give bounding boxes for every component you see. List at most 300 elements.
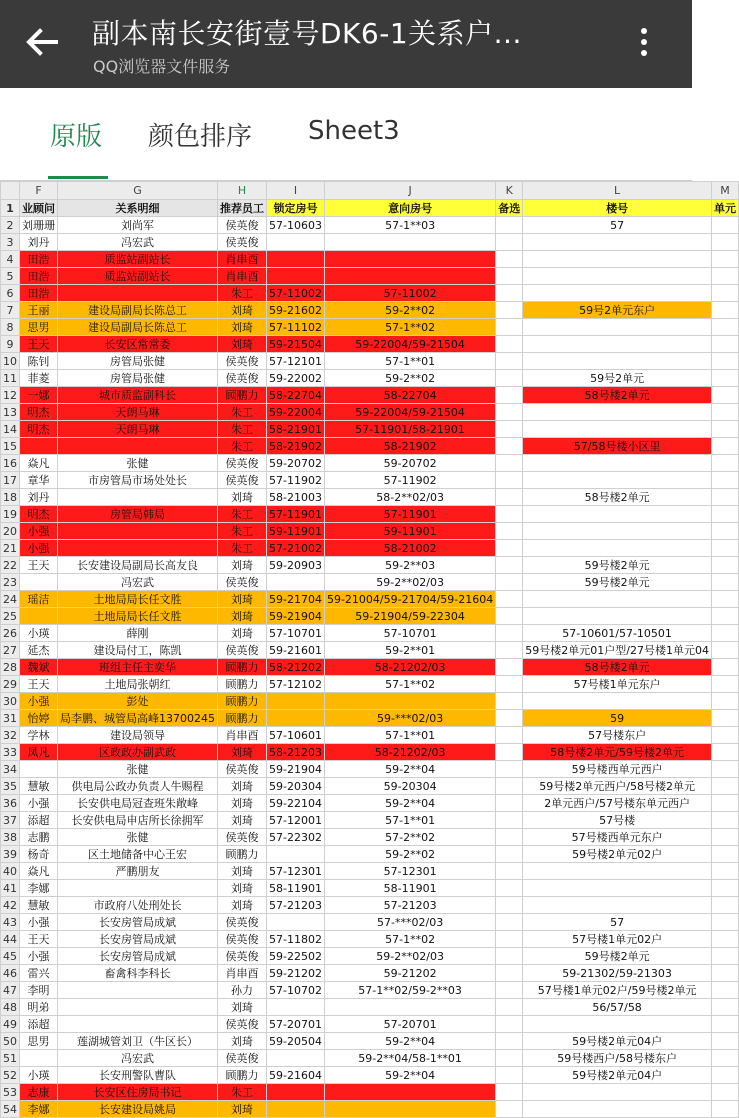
- cell[interactable]: [523, 472, 712, 489]
- cell[interactable]: [20, 1050, 58, 1067]
- cell[interactable]: 朱工: [218, 421, 267, 438]
- cell[interactable]: 59-21904: [267, 761, 325, 778]
- cell[interactable]: [324, 234, 495, 251]
- cell[interactable]: 刘琦: [218, 1101, 267, 1118]
- spreadsheet-grid[interactable]: [0, 180, 736, 1116]
- cell[interactable]: 58号楼2单元: [523, 387, 712, 404]
- cell[interactable]: [496, 404, 523, 421]
- row-number[interactable]: 45: [1, 948, 20, 965]
- cell[interactable]: [523, 319, 712, 336]
- cell[interactable]: 57-***02/03: [324, 914, 495, 931]
- cell[interactable]: 顾鹏力: [218, 387, 267, 404]
- cell[interactable]: 59号楼2单元02户: [523, 846, 712, 863]
- cell[interactable]: [58, 489, 218, 506]
- cell[interactable]: 明杰: [20, 506, 58, 523]
- cell[interactable]: [324, 1084, 495, 1101]
- cell[interactable]: 学林: [20, 727, 58, 744]
- cell[interactable]: [711, 217, 738, 234]
- cell[interactable]: [58, 285, 218, 302]
- cell[interactable]: [711, 336, 738, 353]
- column-title[interactable]: 意向房号: [324, 200, 495, 217]
- cell[interactable]: 顾鹏力: [218, 1067, 267, 1084]
- cell[interactable]: [58, 880, 218, 897]
- cell[interactable]: 土地局张朝红: [58, 676, 218, 693]
- cell[interactable]: [496, 336, 523, 353]
- cell[interactable]: 57-1**02: [324, 931, 495, 948]
- cell[interactable]: 侯英俊: [218, 217, 267, 234]
- cell[interactable]: 59号楼2单元: [523, 574, 712, 591]
- cell[interactable]: 57-1**02: [324, 676, 495, 693]
- cell[interactable]: 58-21003: [267, 489, 325, 506]
- cell[interactable]: 59-20903: [267, 557, 325, 574]
- cell[interactable]: [496, 353, 523, 370]
- cell[interactable]: 57-1**01: [324, 727, 495, 744]
- cell[interactable]: 章华: [20, 472, 58, 489]
- cell[interactable]: 添超: [20, 812, 58, 829]
- cell[interactable]: [523, 880, 712, 897]
- cell[interactable]: 57-10701: [267, 625, 325, 642]
- cell[interactable]: 长安建设局副局长高友良: [58, 557, 218, 574]
- cell[interactable]: 59号楼2单元04户: [523, 1067, 712, 1084]
- cell[interactable]: 长安建设局姚局: [58, 1101, 218, 1118]
- cell[interactable]: [58, 523, 218, 540]
- cell[interactable]: 房管局张健: [58, 370, 218, 387]
- cell[interactable]: 焱凡: [20, 455, 58, 472]
- cell[interactable]: 一娜: [20, 387, 58, 404]
- cell[interactable]: [496, 829, 523, 846]
- cell[interactable]: [711, 829, 738, 846]
- column-header-i[interactable]: I: [267, 182, 325, 200]
- cell[interactable]: [496, 710, 523, 727]
- cell[interactable]: [711, 710, 738, 727]
- cell[interactable]: 58-21202: [267, 659, 325, 676]
- row-number[interactable]: 42: [1, 897, 20, 914]
- cell[interactable]: 侯英俊: [218, 761, 267, 778]
- cell[interactable]: [523, 353, 712, 370]
- cell[interactable]: 59号楼西户/58号楼东户: [523, 1050, 712, 1067]
- row-number[interactable]: 54: [1, 1101, 20, 1118]
- cell[interactable]: [711, 455, 738, 472]
- cell[interactable]: [267, 234, 325, 251]
- cell[interactable]: 57-11002: [324, 285, 495, 302]
- column-title[interactable]: 备选: [496, 200, 523, 217]
- cell[interactable]: 58-11901: [267, 880, 325, 897]
- cell[interactable]: 杨奇: [20, 846, 58, 863]
- cell[interactable]: [523, 693, 712, 710]
- cell[interactable]: [711, 982, 738, 999]
- cell[interactable]: 建设局副局长陈总工: [58, 302, 218, 319]
- cell[interactable]: [711, 727, 738, 744]
- row-number[interactable]: 7: [1, 302, 20, 319]
- cell[interactable]: 59-20504: [267, 1033, 325, 1050]
- cell[interactable]: 59-21604: [267, 1067, 325, 1084]
- row-number[interactable]: 10: [1, 353, 20, 370]
- cell[interactable]: [711, 557, 738, 574]
- cell[interactable]: [523, 455, 712, 472]
- cell[interactable]: 严鹏朋友: [58, 863, 218, 880]
- cell[interactable]: 张健: [58, 761, 218, 778]
- cell[interactable]: [496, 387, 523, 404]
- cell[interactable]: 顾鹏力: [218, 693, 267, 710]
- cell[interactable]: [496, 1050, 523, 1067]
- cell[interactable]: 57号楼1单元02户/59号楼2单元: [523, 982, 712, 999]
- cell[interactable]: [267, 693, 325, 710]
- cell[interactable]: 57: [523, 217, 712, 234]
- cell[interactable]: 58-2**02/03: [324, 489, 495, 506]
- cell[interactable]: 57-1**01: [324, 812, 495, 829]
- cell[interactable]: [711, 234, 738, 251]
- row-number[interactable]: 34: [1, 761, 20, 778]
- cell[interactable]: [496, 421, 523, 438]
- cell[interactable]: 59-21601: [267, 642, 325, 659]
- row-number[interactable]: 33: [1, 744, 20, 761]
- cell[interactable]: 59号楼西单元西户: [523, 761, 712, 778]
- row-number[interactable]: 9: [1, 336, 20, 353]
- cell[interactable]: [58, 1016, 218, 1033]
- row-number[interactable]: 13: [1, 404, 20, 421]
- cell[interactable]: 57号楼: [523, 812, 712, 829]
- cell[interactable]: 57-11902: [267, 472, 325, 489]
- cell[interactable]: 刘琦: [218, 863, 267, 880]
- cell[interactable]: 小强: [20, 523, 58, 540]
- column-title[interactable]: 推荐员工: [218, 200, 267, 217]
- cell[interactable]: 57号楼西单元东户: [523, 829, 712, 846]
- cell[interactable]: 57-10702: [267, 982, 325, 999]
- cell[interactable]: [20, 608, 58, 625]
- cell[interactable]: 明杰: [20, 404, 58, 421]
- cell[interactable]: 建设局领导: [58, 727, 218, 744]
- cell[interactable]: [496, 557, 523, 574]
- cell[interactable]: 59-21504: [267, 336, 325, 353]
- row-number[interactable]: 44: [1, 931, 20, 948]
- cell[interactable]: 57号楼1单元02户: [523, 931, 712, 948]
- cell[interactable]: 慧敏: [20, 778, 58, 795]
- cell[interactable]: [523, 1016, 712, 1033]
- cell[interactable]: 57-21203: [324, 897, 495, 914]
- cell[interactable]: 59号楼2单元01户型/27号楼1单元04: [523, 642, 712, 659]
- row-number[interactable]: 25: [1, 608, 20, 625]
- cell[interactable]: 小强: [20, 795, 58, 812]
- cell[interactable]: 刘琦: [218, 897, 267, 914]
- cell[interactable]: 肖串酉: [218, 965, 267, 982]
- cell[interactable]: 59-22004/59-21504: [324, 336, 495, 353]
- cell[interactable]: 57-11901: [324, 506, 495, 523]
- cell[interactable]: 顾鹏力: [218, 676, 267, 693]
- cell[interactable]: 57-2**02: [324, 829, 495, 846]
- cell[interactable]: [496, 506, 523, 523]
- cell[interactable]: [496, 999, 523, 1016]
- cell[interactable]: 59-20304: [267, 778, 325, 795]
- cell[interactable]: 王天: [20, 676, 58, 693]
- cell[interactable]: 刘琦: [218, 557, 267, 574]
- cell[interactable]: [267, 1050, 325, 1067]
- cell[interactable]: 59-22002: [267, 370, 325, 387]
- cell[interactable]: 58号楼2单元: [523, 659, 712, 676]
- cell[interactable]: 57-11002: [267, 285, 325, 302]
- cell[interactable]: 朱工: [218, 523, 267, 540]
- cell[interactable]: [324, 268, 495, 285]
- cell[interactable]: 刘琦: [218, 778, 267, 795]
- cell[interactable]: [523, 863, 712, 880]
- cell[interactable]: 57-12301: [324, 863, 495, 880]
- row-number[interactable]: 51: [1, 1050, 20, 1067]
- back-arrow-icon[interactable]: [22, 22, 62, 62]
- row-number[interactable]: 41: [1, 880, 20, 897]
- cell[interactable]: [267, 574, 325, 591]
- cell[interactable]: 57-22302: [267, 829, 325, 846]
- cell[interactable]: 59号楼2单元西户/58号楼2单元: [523, 778, 712, 795]
- cell[interactable]: 添超: [20, 1016, 58, 1033]
- cell[interactable]: [496, 251, 523, 268]
- row-number[interactable]: 18: [1, 489, 20, 506]
- cell[interactable]: 焱凡: [20, 863, 58, 880]
- cell[interactable]: 志鹏: [20, 829, 58, 846]
- cell[interactable]: [496, 625, 523, 642]
- cell[interactable]: 58号楼2单元/59号楼2单元: [523, 744, 712, 761]
- cell[interactable]: 57-21203: [267, 897, 325, 914]
- cell[interactable]: [496, 285, 523, 302]
- cell[interactable]: 59-11901: [324, 523, 495, 540]
- cell[interactable]: 侯英俊: [218, 1016, 267, 1033]
- cell[interactable]: [711, 795, 738, 812]
- cell[interactable]: 刘丹: [20, 489, 58, 506]
- cell[interactable]: 57-20701: [324, 1016, 495, 1033]
- cell[interactable]: 58-21902: [324, 438, 495, 455]
- cell[interactable]: 区土地储备中心王宏: [58, 846, 218, 863]
- row-number[interactable]: 38: [1, 829, 20, 846]
- row-number[interactable]: 22: [1, 557, 20, 574]
- cell[interactable]: 土地局局长任文胜: [58, 608, 218, 625]
- cell[interactable]: 57/58号楼小区里: [523, 438, 712, 455]
- cell[interactable]: 59-20702: [267, 455, 325, 472]
- cell[interactable]: 小强: [20, 948, 58, 965]
- cell[interactable]: 局李鹏、城管局高峰13700245: [58, 710, 218, 727]
- tab-sheet3[interactable]: Sheet3: [308, 116, 400, 146]
- cell[interactable]: 思男: [20, 1033, 58, 1050]
- row-number[interactable]: 21: [1, 540, 20, 557]
- cell[interactable]: 田浩: [20, 268, 58, 285]
- cell[interactable]: 57-21002: [267, 540, 325, 557]
- cell[interactable]: 59-21202: [267, 965, 325, 982]
- cell[interactable]: 57-10603: [267, 217, 325, 234]
- cell[interactable]: 长安供电局冠查班朱敞峰: [58, 795, 218, 812]
- cell[interactable]: [711, 353, 738, 370]
- cell[interactable]: 57: [523, 914, 712, 931]
- cell[interactable]: 朱工: [218, 404, 267, 421]
- row-number[interactable]: 30: [1, 693, 20, 710]
- cell[interactable]: 57-1**01: [324, 353, 495, 370]
- row-number[interactable]: 35: [1, 778, 20, 795]
- row-number[interactable]: 17: [1, 472, 20, 489]
- row-number[interactable]: 37: [1, 812, 20, 829]
- cell[interactable]: [496, 642, 523, 659]
- cell[interactable]: 58-21901: [267, 421, 325, 438]
- column-title[interactable]: 关系明细: [58, 200, 218, 217]
- cell[interactable]: [711, 404, 738, 421]
- cell[interactable]: 小强: [20, 693, 58, 710]
- cell[interactable]: 59-20702: [324, 455, 495, 472]
- column-title[interactable]: 业顾问: [20, 200, 58, 217]
- cell[interactable]: 59-2**02: [324, 846, 495, 863]
- cell[interactable]: 长安房管局成斌: [58, 914, 218, 931]
- cell[interactable]: [496, 676, 523, 693]
- cell[interactable]: 延杰: [20, 642, 58, 659]
- cell[interactable]: 59-21904/59-22304: [324, 608, 495, 625]
- cell[interactable]: [496, 438, 523, 455]
- cell[interactable]: 58-11901: [324, 880, 495, 897]
- cell[interactable]: [711, 948, 738, 965]
- cell[interactable]: [496, 217, 523, 234]
- cell[interactable]: 59号2单元: [523, 370, 712, 387]
- cell[interactable]: 朱工: [218, 438, 267, 455]
- cell[interactable]: 志康: [20, 1084, 58, 1101]
- cell[interactable]: 59: [523, 710, 712, 727]
- cell[interactable]: [711, 506, 738, 523]
- cell[interactable]: [58, 999, 218, 1016]
- cell[interactable]: [267, 846, 325, 863]
- cell[interactable]: 畜禽科李科长: [58, 965, 218, 982]
- cell[interactable]: 刘琦: [218, 336, 267, 353]
- cell[interactable]: [20, 438, 58, 455]
- row-number[interactable]: 15: [1, 438, 20, 455]
- column-header-k[interactable]: K: [496, 182, 523, 200]
- cell[interactable]: 肖串酉: [218, 727, 267, 744]
- cell[interactable]: 天朗马琳: [58, 421, 218, 438]
- cell[interactable]: 59号楼2单元04户: [523, 1033, 712, 1050]
- cell[interactable]: [496, 897, 523, 914]
- cell[interactable]: 57-11902: [324, 472, 495, 489]
- row-number[interactable]: 16: [1, 455, 20, 472]
- row-number[interactable]: 46: [1, 965, 20, 982]
- cell[interactable]: [523, 1084, 712, 1101]
- cell[interactable]: 王丽: [20, 302, 58, 319]
- cell[interactable]: 57-12101: [267, 353, 325, 370]
- cell[interactable]: 朱工: [218, 506, 267, 523]
- cell[interactable]: 刘琦: [218, 1033, 267, 1050]
- cell[interactable]: 供电局公政办负责人牛赐程: [58, 778, 218, 795]
- cell[interactable]: [267, 999, 325, 1016]
- cell[interactable]: 王天: [20, 336, 58, 353]
- cell[interactable]: 市房管局市场处处长: [58, 472, 218, 489]
- cell[interactable]: 房管局张健: [58, 353, 218, 370]
- tab-color-sort[interactable]: 颜色排序: [148, 122, 253, 152]
- cell[interactable]: [523, 234, 712, 251]
- cell[interactable]: [523, 268, 712, 285]
- row-number[interactable]: 3: [1, 234, 20, 251]
- cell[interactable]: [711, 778, 738, 795]
- row-number[interactable]: 14: [1, 421, 20, 438]
- cell[interactable]: 59-2**02/03: [324, 574, 495, 591]
- tab-original[interactable]: 原版: [50, 122, 103, 152]
- cell[interactable]: [523, 608, 712, 625]
- cell[interactable]: 孙力: [218, 982, 267, 999]
- cell[interactable]: [711, 1084, 738, 1101]
- cell[interactable]: 明杰: [20, 421, 58, 438]
- cell[interactable]: 59-2**04/58-1**01: [324, 1050, 495, 1067]
- cell[interactable]: 刘琦: [218, 319, 267, 336]
- cell[interactable]: [523, 591, 712, 608]
- cell[interactable]: 刘琦: [218, 744, 267, 761]
- cell[interactable]: [496, 574, 523, 591]
- cell[interactable]: [711, 1067, 738, 1084]
- cell[interactable]: 59-2**01: [324, 642, 495, 659]
- cell[interactable]: 朱工: [218, 1084, 267, 1101]
- cell[interactable]: [711, 251, 738, 268]
- cell[interactable]: [496, 863, 523, 880]
- cell[interactable]: [711, 387, 738, 404]
- cell[interactable]: 59-2**04: [324, 795, 495, 812]
- cell[interactable]: [496, 1033, 523, 1050]
- cell[interactable]: 菲菱: [20, 370, 58, 387]
- cell[interactable]: 59-2**04: [324, 1067, 495, 1084]
- cell[interactable]: 天朗马琳: [58, 404, 218, 421]
- cell[interactable]: [496, 1084, 523, 1101]
- cell[interactable]: 小强: [20, 914, 58, 931]
- column-header-f[interactable]: F: [20, 182, 58, 200]
- cell[interactable]: [711, 540, 738, 557]
- row-number[interactable]: 24: [1, 591, 20, 608]
- row-number[interactable]: 39: [1, 846, 20, 863]
- cell[interactable]: 小强: [20, 540, 58, 557]
- cell[interactable]: [496, 591, 523, 608]
- cell[interactable]: 侯英俊: [218, 370, 267, 387]
- cell[interactable]: 57-12301: [267, 863, 325, 880]
- cell[interactable]: 刘琦: [218, 302, 267, 319]
- cell[interactable]: [324, 999, 495, 1016]
- row-number[interactable]: 2: [1, 217, 20, 234]
- cell[interactable]: [711, 642, 738, 659]
- cell[interactable]: 建设局付工，陈凯: [58, 642, 218, 659]
- cell[interactable]: [711, 1050, 738, 1067]
- cell[interactable]: 侯英俊: [218, 948, 267, 965]
- cell[interactable]: [523, 404, 712, 421]
- cell[interactable]: 57-12102: [267, 676, 325, 693]
- cell[interactable]: 58-21202/03: [324, 744, 495, 761]
- row-number[interactable]: 50: [1, 1033, 20, 1050]
- cell[interactable]: [496, 965, 523, 982]
- cell[interactable]: 顾鹏力: [218, 846, 267, 863]
- row-number[interactable]: 29: [1, 676, 20, 693]
- cell[interactable]: [496, 693, 523, 710]
- cell[interactable]: 长安房管局成斌: [58, 948, 218, 965]
- cell[interactable]: 59-22104: [267, 795, 325, 812]
- cell[interactable]: [711, 863, 738, 880]
- cell[interactable]: 张健: [58, 829, 218, 846]
- cell[interactable]: [711, 319, 738, 336]
- cell[interactable]: 冯宏武: [58, 574, 218, 591]
- cell[interactable]: 小瑛: [20, 1067, 58, 1084]
- row-number[interactable]: 11: [1, 370, 20, 387]
- cell[interactable]: 土地局局长任文胜: [58, 591, 218, 608]
- cell[interactable]: [523, 421, 712, 438]
- cell[interactable]: 小瑛: [20, 625, 58, 642]
- cell[interactable]: 张健: [58, 455, 218, 472]
- cell[interactable]: [711, 846, 738, 863]
- cell[interactable]: [267, 1084, 325, 1101]
- cell[interactable]: 侯英俊: [218, 1050, 267, 1067]
- cell[interactable]: [58, 982, 218, 999]
- row-number[interactable]: 6: [1, 285, 20, 302]
- cell[interactable]: 冯宏武: [58, 1050, 218, 1067]
- cell[interactable]: [58, 540, 218, 557]
- cell[interactable]: 薛刚: [58, 625, 218, 642]
- cell[interactable]: [496, 1067, 523, 1084]
- cell[interactable]: 长安刑警队曹队: [58, 1067, 218, 1084]
- cell[interactable]: 2单元西户/57号楼东单元西户: [523, 795, 712, 812]
- cell[interactable]: 59-21704: [267, 591, 325, 608]
- row-number[interactable]: 28: [1, 659, 20, 676]
- cell[interactable]: [711, 285, 738, 302]
